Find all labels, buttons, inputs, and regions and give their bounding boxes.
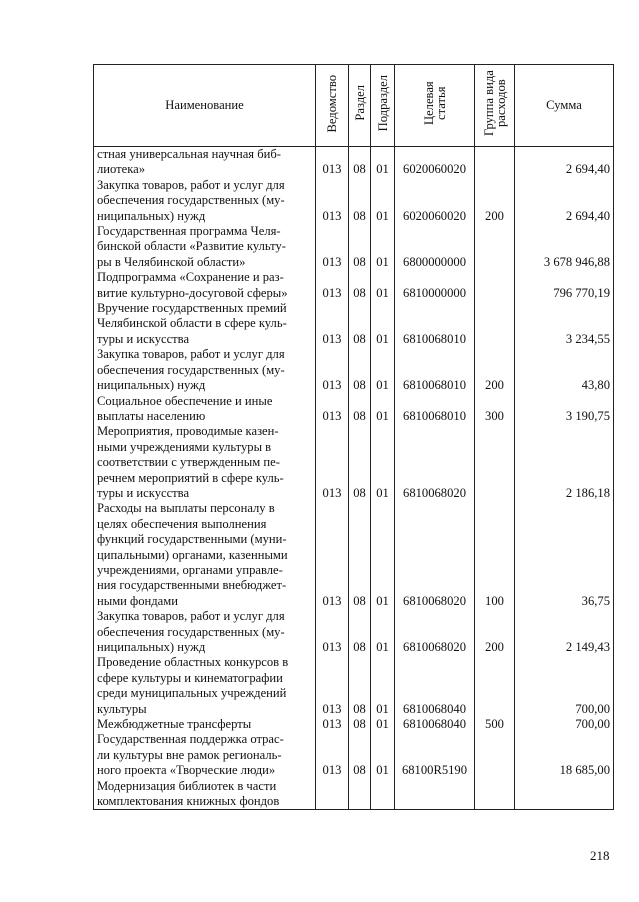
row-name-line: соответствии с утвержденным пе- bbox=[97, 455, 280, 470]
row-section bbox=[349, 779, 371, 810]
row-name-line: ными учреждениями культуры в bbox=[97, 439, 272, 454]
row-name bbox=[94, 609, 316, 655]
row-group bbox=[475, 424, 515, 501]
budget-table bbox=[93, 64, 614, 810]
row-dept: 013 bbox=[316, 301, 349, 347]
row-dept: 013 bbox=[316, 394, 349, 425]
row-name-line: ниципальных) нужд bbox=[97, 640, 206, 654]
row-name bbox=[94, 147, 316, 178]
row-dept: 013 bbox=[316, 732, 349, 778]
row-name-line: Проведение областных конкурсов в bbox=[97, 655, 289, 670]
row-dept: 013 bbox=[316, 224, 349, 270]
row-name-line: ного проекта «Творческие люди» bbox=[97, 763, 276, 778]
row-name-line: учреждениями, органами управле- bbox=[97, 562, 283, 577]
row-name-line: ниципальных) нужд bbox=[97, 208, 206, 223]
row-group bbox=[475, 301, 515, 347]
row-name-line: Закупка товаров, работ и услуг для bbox=[97, 347, 285, 362]
row-section: 08 bbox=[349, 609, 371, 655]
row-group bbox=[475, 655, 515, 717]
row-sum: 18 685,00 bbox=[515, 732, 614, 778]
row-name bbox=[94, 178, 316, 224]
table-header-row bbox=[94, 65, 614, 147]
row-sum: 43,80 bbox=[515, 347, 614, 393]
row-name-line: туры и искусства bbox=[97, 485, 190, 500]
row-subsection: 01 bbox=[371, 717, 395, 732]
row-group: 500 bbox=[475, 717, 515, 732]
row-name-line: туры и искусства bbox=[97, 331, 190, 346]
row-name bbox=[94, 224, 316, 270]
row-name-line: обеспечения государственных (му- bbox=[97, 624, 285, 639]
row-name-line: ры в Челябинской области» bbox=[97, 254, 246, 269]
row-name-line: витие культурно-досуговой сферы» bbox=[97, 285, 288, 300]
table-row bbox=[94, 147, 614, 178]
row-name-line: стная универсальная научная биб- bbox=[97, 147, 281, 161]
row-dept: 013 bbox=[316, 655, 349, 717]
row-group: 100 bbox=[475, 501, 515, 609]
row-name-line: Государственная программа Челя- bbox=[97, 224, 281, 239]
row-name bbox=[94, 424, 316, 501]
row-name-line: целях обеспечения выполнения bbox=[97, 516, 267, 531]
row-section: 08 bbox=[349, 394, 371, 425]
row-sum: 2 149,43 bbox=[515, 609, 614, 655]
row-sum: 36,75 bbox=[515, 501, 614, 609]
row-target: 6810068010 bbox=[395, 347, 475, 393]
row-name-line: Закупка товаров, работ и услуг для bbox=[97, 177, 285, 192]
table-row bbox=[94, 779, 614, 810]
row-name-line: речнем мероприятий в сфере куль- bbox=[97, 470, 284, 485]
row-name bbox=[94, 717, 316, 732]
header-sum: Сумма bbox=[515, 65, 614, 147]
budget-table-container bbox=[93, 64, 613, 810]
row-target: 68100R5190 bbox=[395, 732, 475, 778]
row-target: 6810068020 bbox=[395, 424, 475, 501]
row-name-line: ципальными) органами, казенными bbox=[97, 547, 288, 562]
row-name-line: ли культуры вне рамок региональ- bbox=[97, 747, 282, 762]
row-subsection: 01 bbox=[371, 147, 395, 178]
row-section: 08 bbox=[349, 732, 371, 778]
row-target: 6810068020 bbox=[395, 609, 475, 655]
row-target: 6810068020 bbox=[395, 501, 475, 609]
row-dept: 013 bbox=[316, 178, 349, 224]
row-subsection: 01 bbox=[371, 347, 395, 393]
row-target: 6020060020 bbox=[395, 178, 475, 224]
row-section: 08 bbox=[349, 147, 371, 178]
row-dept: 013 bbox=[316, 501, 349, 609]
row-name-line: обеспечения государственных (му- bbox=[97, 193, 285, 208]
table-row bbox=[94, 394, 614, 425]
row-name-line: ния государственными внебюджет- bbox=[97, 578, 287, 593]
table-row bbox=[94, 347, 614, 393]
row-name bbox=[94, 347, 316, 393]
header-section: Раздел bbox=[349, 65, 371, 147]
row-target: 6810000000 bbox=[395, 270, 475, 301]
table-row bbox=[94, 424, 614, 501]
row-target bbox=[395, 779, 475, 810]
row-name-line: Челябинской области в сфере куль- bbox=[97, 316, 287, 331]
row-target: 6810068010 bbox=[395, 394, 475, 425]
row-group: 200 bbox=[475, 178, 515, 224]
row-dept bbox=[316, 779, 349, 810]
row-name-line: Социальное обеспечение и иные bbox=[97, 393, 273, 408]
row-dept: 013 bbox=[316, 609, 349, 655]
row-sum: 2 694,40 bbox=[515, 178, 614, 224]
row-name-line: Мероприятия, проводимые казен- bbox=[97, 424, 279, 439]
row-section: 08 bbox=[349, 301, 371, 347]
row-name-line: Подпрограмма «Сохранение и раз- bbox=[97, 270, 284, 285]
row-section: 08 bbox=[349, 424, 371, 501]
row-subsection: 01 bbox=[371, 270, 395, 301]
row-group: 200 bbox=[475, 347, 515, 393]
row-sum: 2 186,18 bbox=[515, 424, 614, 501]
page-number: 218 bbox=[590, 848, 610, 863]
table-row bbox=[94, 178, 614, 224]
row-section: 08 bbox=[349, 501, 371, 609]
row-group: 200 bbox=[475, 609, 515, 655]
table-body bbox=[94, 147, 614, 810]
table-row bbox=[94, 732, 614, 778]
row-group: 300 bbox=[475, 394, 515, 425]
row-name-line: Расходы на выплаты персоналу в bbox=[97, 501, 275, 516]
row-name-line: сфере культуры и кинематографии bbox=[97, 670, 283, 685]
row-name-line: Государственная поддержка отрас- bbox=[97, 732, 284, 747]
header-subsection: Подраздел bbox=[371, 65, 395, 147]
row-subsection: 01 bbox=[371, 609, 395, 655]
row-name-line: выплаты населению bbox=[97, 408, 206, 423]
header-name: Наименование bbox=[94, 65, 316, 147]
row-sum: 3 234,55 bbox=[515, 301, 614, 347]
row-sum: 796 770,19 bbox=[515, 270, 614, 301]
row-name-line: лиотека» bbox=[97, 162, 146, 177]
row-name bbox=[94, 501, 316, 609]
row-section: 08 bbox=[349, 270, 371, 301]
row-sum: 700,00 bbox=[515, 717, 614, 732]
row-name-line: бинской области «Развитие культу- bbox=[97, 239, 286, 254]
row-section: 08 bbox=[349, 655, 371, 717]
row-name bbox=[94, 655, 316, 717]
row-target: 6810068040 bbox=[395, 655, 475, 717]
row-target: 6800000000 bbox=[395, 224, 475, 270]
row-target: 6810068010 bbox=[395, 301, 475, 347]
row-name bbox=[94, 301, 316, 347]
row-group bbox=[475, 147, 515, 178]
row-target: 6020060020 bbox=[395, 147, 475, 178]
row-name-line: Вручение государственных премий bbox=[97, 301, 287, 316]
row-name bbox=[94, 779, 316, 810]
header-dept: Ведомство bbox=[316, 65, 349, 147]
header-target: Целевая статья bbox=[395, 65, 475, 147]
row-name-line: обеспечения государственных (му- bbox=[97, 362, 285, 377]
table-row bbox=[94, 224, 614, 270]
row-group bbox=[475, 779, 515, 810]
row-name bbox=[94, 394, 316, 425]
table-row bbox=[94, 270, 614, 301]
row-subsection: 01 bbox=[371, 732, 395, 778]
row-group bbox=[475, 224, 515, 270]
row-sum bbox=[515, 779, 614, 810]
row-group bbox=[475, 270, 515, 301]
row-name-line: среди муниципальных учреждений bbox=[97, 686, 287, 701]
row-name bbox=[94, 270, 316, 301]
row-subsection: 01 bbox=[371, 394, 395, 425]
header-group: Группа вида расходов bbox=[475, 65, 515, 147]
row-subsection: 01 bbox=[371, 655, 395, 717]
row-sum: 3 190,75 bbox=[515, 394, 614, 425]
row-section: 08 bbox=[349, 178, 371, 224]
row-name-line: функций государственными (муни- bbox=[97, 532, 287, 547]
row-subsection: 01 bbox=[371, 178, 395, 224]
row-target: 6810068040 bbox=[395, 717, 475, 732]
row-section: 08 bbox=[349, 347, 371, 393]
table-row bbox=[94, 655, 614, 717]
row-sum: 3 678 946,88 bbox=[515, 224, 614, 270]
row-name bbox=[94, 732, 316, 778]
row-subsection: 01 bbox=[371, 501, 395, 609]
row-name-line: ными фондами bbox=[97, 593, 178, 608]
row-dept: 013 bbox=[316, 347, 349, 393]
row-dept: 013 bbox=[316, 424, 349, 501]
row-name-line: Межбюджетные трансферты bbox=[97, 717, 252, 732]
row-section: 08 bbox=[349, 224, 371, 270]
row-dept: 013 bbox=[316, 147, 349, 178]
row-dept: 013 bbox=[316, 717, 349, 732]
row-sum: 2 694,40 bbox=[515, 147, 614, 178]
table-row bbox=[94, 609, 614, 655]
row-subsection: 01 bbox=[371, 424, 395, 501]
table-row bbox=[94, 717, 614, 732]
row-subsection: 01 bbox=[371, 301, 395, 347]
row-sum: 700,00 bbox=[515, 655, 614, 717]
row-section: 08 bbox=[349, 717, 371, 732]
row-name-line: Модернизация библиотек в части bbox=[97, 778, 277, 793]
table-row bbox=[94, 301, 614, 347]
row-name-line: культуры bbox=[97, 701, 147, 716]
row-dept: 013 bbox=[316, 270, 349, 301]
row-name-line: Закупка товаров, работ и услуг для bbox=[97, 609, 285, 624]
row-subsection bbox=[371, 779, 395, 810]
row-name-line: комплектования книжных фондов bbox=[97, 794, 280, 809]
row-subsection: 01 bbox=[371, 224, 395, 270]
row-group bbox=[475, 732, 515, 778]
table-row bbox=[94, 501, 614, 609]
row-name-line: ниципальных) нужд bbox=[97, 378, 206, 393]
